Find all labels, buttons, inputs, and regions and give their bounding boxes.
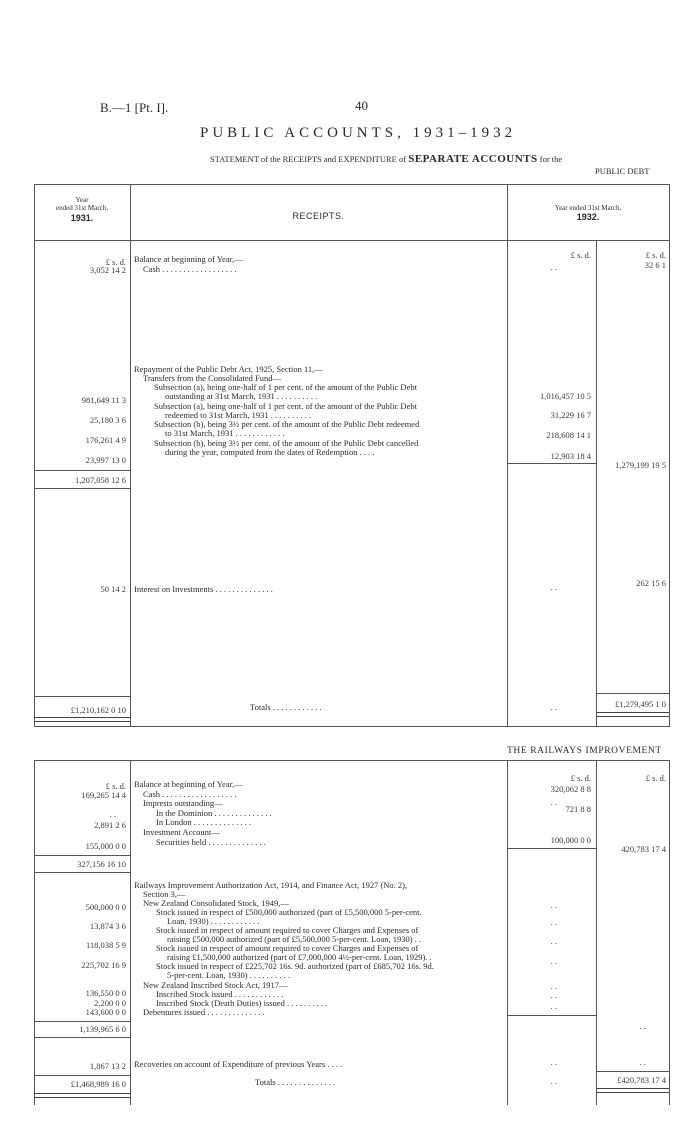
col-header-1931-year: 1931. — [70, 212, 94, 223]
currency-1932-mid: £ s. d. — [570, 250, 591, 260]
s2-cash-label: Cash . . . . . . . . . . . . . . . . . . — [143, 789, 237, 799]
sub2-line1: Subsection (a), being one-half of 1 per cent. of the amount of the Public Debt — [154, 401, 417, 411]
page-reference: B.—1 [Pt. I]. — [100, 100, 169, 115]
section1-col-divider-3 — [596, 240, 597, 726]
sub4-1932: 12,903 18 4 — [550, 451, 591, 461]
interest-mid: . . — [550, 582, 557, 592]
s2-stock3-line1: Stock issued in respect of amount required to cover Charges and Expenses of — [156, 943, 419, 953]
s2-totals-rule-1932 — [596, 1071, 669, 1072]
s2-balance-rule-1931 — [34, 855, 130, 856]
subtitle-bold: SEPARATE ACCOUNTS — [408, 153, 538, 165]
totals-rule-1931 — [34, 696, 130, 697]
s2-imprests-label: Imprests outstanding— — [143, 798, 223, 808]
s2-london-1932: 721 8 8 — [565, 804, 591, 814]
section2-heading: THE RAILWAYS IMPROVEMENT — [507, 746, 662, 756]
currency-1931: £ s. d. — [105, 257, 126, 267]
s2-dominion-label: In the Dominion . . . . . . . . . . . . . . — [156, 808, 272, 818]
s2-currency-1931: £ s. d. — [105, 781, 126, 791]
col-header-1931 — [34, 196, 130, 224]
repay-total-underline-1931 — [34, 488, 130, 489]
s2-death-1932: . . — [550, 990, 557, 1000]
sub4-line1: Subsection (b), being 3½ per cent. of the amount of the Public Debt cancelled — [154, 438, 419, 448]
col-header-1932 — [507, 204, 669, 223]
col-header-1932-year: 1932. — [576, 212, 600, 223]
s2-totals-rule-1931 — [34, 1075, 130, 1076]
s2-london-label: In London . . . . . . . . . . . . . . — [156, 817, 252, 827]
s2-debentures-1932: . . — [550, 1001, 557, 1011]
repay-total-1932: 1,279,199 19 5 — [615, 460, 666, 470]
section2-col-divider-3 — [596, 760, 597, 1105]
s2-balance-total-1932: 420,783 17 4 — [621, 844, 666, 854]
s2-stock3-1931: 118,038 5 9 — [85, 940, 126, 950]
interest-1932: 262 15 6 — [636, 578, 666, 588]
statement-subtitle — [210, 153, 562, 166]
totals-double-rule-1932 — [596, 712, 669, 717]
col-header-1931-line2: ended 31st March, — [56, 204, 108, 213]
s2-stock-rule-1932 — [507, 1015, 596, 1016]
s2-dominion-1932: . . — [550, 797, 557, 807]
section1-right-border — [669, 184, 670, 726]
s2-nzcs-label: New Zealand Consolidated Stock, 1949,— — [143, 898, 289, 908]
sub1-1932: 1,016,457 10 5 — [540, 391, 591, 401]
col-header-1931-line1: Year — [75, 196, 89, 204]
s2-totals-double-rule-1931 — [34, 1093, 130, 1098]
s2-inscribed-1931: 136,550 0 0 — [85, 988, 126, 998]
repayment-act-label: Repayment of the Public Debt Act, 1925, Section 11,— — [134, 364, 323, 374]
cash-1932: 32 6 1 — [644, 260, 666, 270]
repay-total-1931: 1,207,058 12 6 — [75, 475, 126, 485]
totals-rule-1932 — [596, 693, 669, 694]
s2-inscribed-1932: . . — [550, 981, 557, 991]
sub1-line1: Subsection (a), being one-half of 1 per cent. of the amount of the Public Debt — [154, 382, 417, 392]
section2-col-divider-1 — [130, 760, 131, 1105]
s2-rail-act-line1: Railways Improvement Authorization Act, 1914, and Finance Act, 1927 (No. 2), — [134, 880, 408, 890]
totals-mid: . . — [550, 702, 557, 712]
s2-currency-1932-right: £ s. d. — [645, 773, 666, 783]
s2-recoveries-1932: . . — [639, 1057, 646, 1067]
sub3-line1: Subsection (b), being 3½ per cent. of the amount of the Public Debt redeemed — [154, 419, 420, 429]
interest-1931: 50 14 2 — [100, 584, 126, 594]
s2-totals-double-rule-1932 — [596, 1088, 669, 1093]
page-number: 40 — [355, 98, 368, 113]
s2-stock2-1932: . . — [550, 917, 557, 927]
cash-mid: . . — [550, 262, 557, 272]
sub4-1931: 23,997 13 0 — [85, 455, 126, 465]
repay-subtotal-rule-1931 — [34, 470, 130, 471]
subtitle-pre: STATEMENT of the RECEIPTS and EXPENDITURE of — [210, 154, 407, 164]
s2-nzis-label: New Zealand Inscribed Stock Act, 1917— — [143, 980, 288, 990]
s2-stock-total-1931: 1,139,965 6 0 — [79, 1024, 126, 1034]
sub1-line2: outstanding at 31st March, 1931 . . . . . . . . . . — [165, 391, 318, 401]
s2-death-label: Inscribed Stock (Death Duties) issued . . . . . . . . . . — [156, 998, 328, 1008]
s2-stock4-1932: . . — [550, 956, 557, 966]
s2-recoveries-label: Recoveries on account of Expenditure of previous Years . . . . — [134, 1059, 343, 1069]
interest-label: Interest on Investments . . . . . . . . . . . . . . — [134, 584, 273, 594]
s2-stock1-line1: Stock issued in respect of £500,000 authorized (part of £5,500,000 5-per-cent. — [156, 907, 422, 917]
subtitle-line2: PUBLIC DEBT — [595, 166, 650, 176]
totals-double-rule-1931 — [34, 717, 130, 722]
s2-totals-1932: £420,783 17 4 — [617, 1075, 666, 1085]
s2-stock2-line1: Stock issued in respect of amount required to cover Charges and Expenses of — [156, 925, 419, 935]
repay-subtotal-rule-1932 — [507, 463, 596, 464]
subtitle-post: for the — [539, 154, 563, 164]
s2-cash-1932: 320,062 8 8 — [550, 784, 591, 794]
s2-dominion-1931: . . — [109, 809, 116, 819]
s2-stock3-1932: . . — [550, 936, 557, 946]
totals-1931: £1,210,162 0 10 — [70, 705, 126, 715]
section2-right-border — [669, 760, 670, 1105]
sub2-line2: redeemed to 31st March, 1931 . . . . . . . . . . — [165, 410, 312, 420]
cash-1931: 3,052 14 2 — [89, 265, 126, 275]
s2-london-1931: 2,891 2 6 — [94, 820, 126, 830]
receipts-header: RECEIPTS. — [292, 211, 345, 221]
s2-debentures-label: Debentures issued . . . . . . . . . . . . . . — [143, 1007, 265, 1017]
s2-balance-total-1931: 327,156 16 10 — [77, 859, 126, 869]
s2-stock3-line2: raising £1,500,000 authorized (part of £7,000,000 4½-per-cent. Loan, 1929). . — [167, 952, 432, 962]
s2-cash-1931: 169,265 14 4 — [81, 790, 126, 800]
sub1-1931: 981,649 11 3 — [81, 395, 126, 405]
s2-stock1-1932: . . — [550, 900, 557, 910]
s2-stock2-line2: raising £500,000 authorized (part of £5,500,000 5-per-cent. Loan, 1930) . . — [167, 934, 422, 944]
s2-balance-total-underline-1931 — [34, 872, 130, 873]
s2-securities-label: Securities held . . . . . . . . . . . . . . — [156, 837, 266, 847]
s2-debentures-1931: 143,600 0 0 — [85, 1007, 126, 1017]
s2-stock1-line2: Loan, 1930) . . . . . . . . . . . . — [167, 916, 260, 926]
s2-securities-1931: 155,000 0 0 — [85, 841, 126, 851]
s2-stock-total-1932: . . — [639, 1021, 646, 1031]
transfers-label: Transfers from the Consolidated Fund— — [143, 373, 282, 383]
totals-label: Totals . . . . . . . . . . . . — [250, 702, 322, 712]
page-title: PUBLIC ACCOUNTS, 1931–1932 — [200, 125, 517, 141]
s2-stock4-line1: Stock issued in respect of £225,702 16s. 9d. authorized (part of £685,702 16s. 9d. — [156, 961, 434, 971]
section1-col-divider-1 — [130, 184, 131, 726]
s2-investment-label: Investment Account— — [143, 827, 220, 837]
sub2-1932: 31,229 16 7 — [550, 410, 591, 420]
section1-bottom-rule — [34, 726, 670, 727]
s2-stock4-1931: 225,702 16 9 — [81, 960, 126, 970]
s2-stock1-1931: 500,000 0 0 — [85, 902, 126, 912]
s2-securities-1932: 100,000 0 0 — [550, 835, 591, 845]
s2-stock4-line2: 5-per-cent. Loan, 1930) . . . . . . . . . . — [167, 970, 291, 980]
s2-inscribed-label: Inscribed Stock issued . . . . . . . . . . . . — [156, 989, 284, 999]
col-header-1932-line1: Year ended 31st March, — [554, 204, 622, 212]
sub3-1932: 218,608 14 1 — [546, 430, 591, 440]
s2-balance-rule-1932 — [507, 848, 596, 849]
s2-stock2-1931: 13,874 3 6 — [89, 921, 126, 931]
cash-label: Cash . . . . . . . . . . . . . . . . . . — [143, 264, 237, 274]
s2-totals-label: Totals . . . . . . . . . . . . . . — [255, 1077, 336, 1087]
s2-death-1931: 2,200 0 0 — [94, 998, 126, 1008]
s2-currency-1932-mid: £ s. d. — [570, 773, 591, 783]
totals-1932: £1,279,495 1 0 — [615, 699, 666, 709]
sub3-1931: 176,261 4 9 — [85, 435, 126, 445]
s2-recoveries-1931: 1,867 13 2 — [89, 1061, 126, 1071]
sub4-line2: during the year, computed from the dates of Redemption . . . . — [165, 447, 375, 457]
sub3-line2: to 31st March, 1931 . . . . . . . . . . . . — [165, 428, 285, 438]
s2-stock-total-underline-1931 — [34, 1037, 130, 1038]
balance-label: Balance at beginning of Year,— — [134, 254, 243, 264]
s2-balance-label: Balance at beginning of Year,— — [134, 779, 243, 789]
s2-totals-1931: £1,468,989 16 0 — [70, 1079, 126, 1089]
s2-totals-mid: . . — [550, 1076, 557, 1086]
s2-recoveries-mid: . . — [550, 1057, 557, 1067]
s2-rail-act-line2: Section 3,— — [143, 889, 186, 899]
currency-1932-right: £ s. d. — [645, 250, 666, 260]
s2-stock-rule-1931 — [34, 1021, 130, 1022]
sub2-1931: 25,180 3 6 — [89, 415, 126, 425]
